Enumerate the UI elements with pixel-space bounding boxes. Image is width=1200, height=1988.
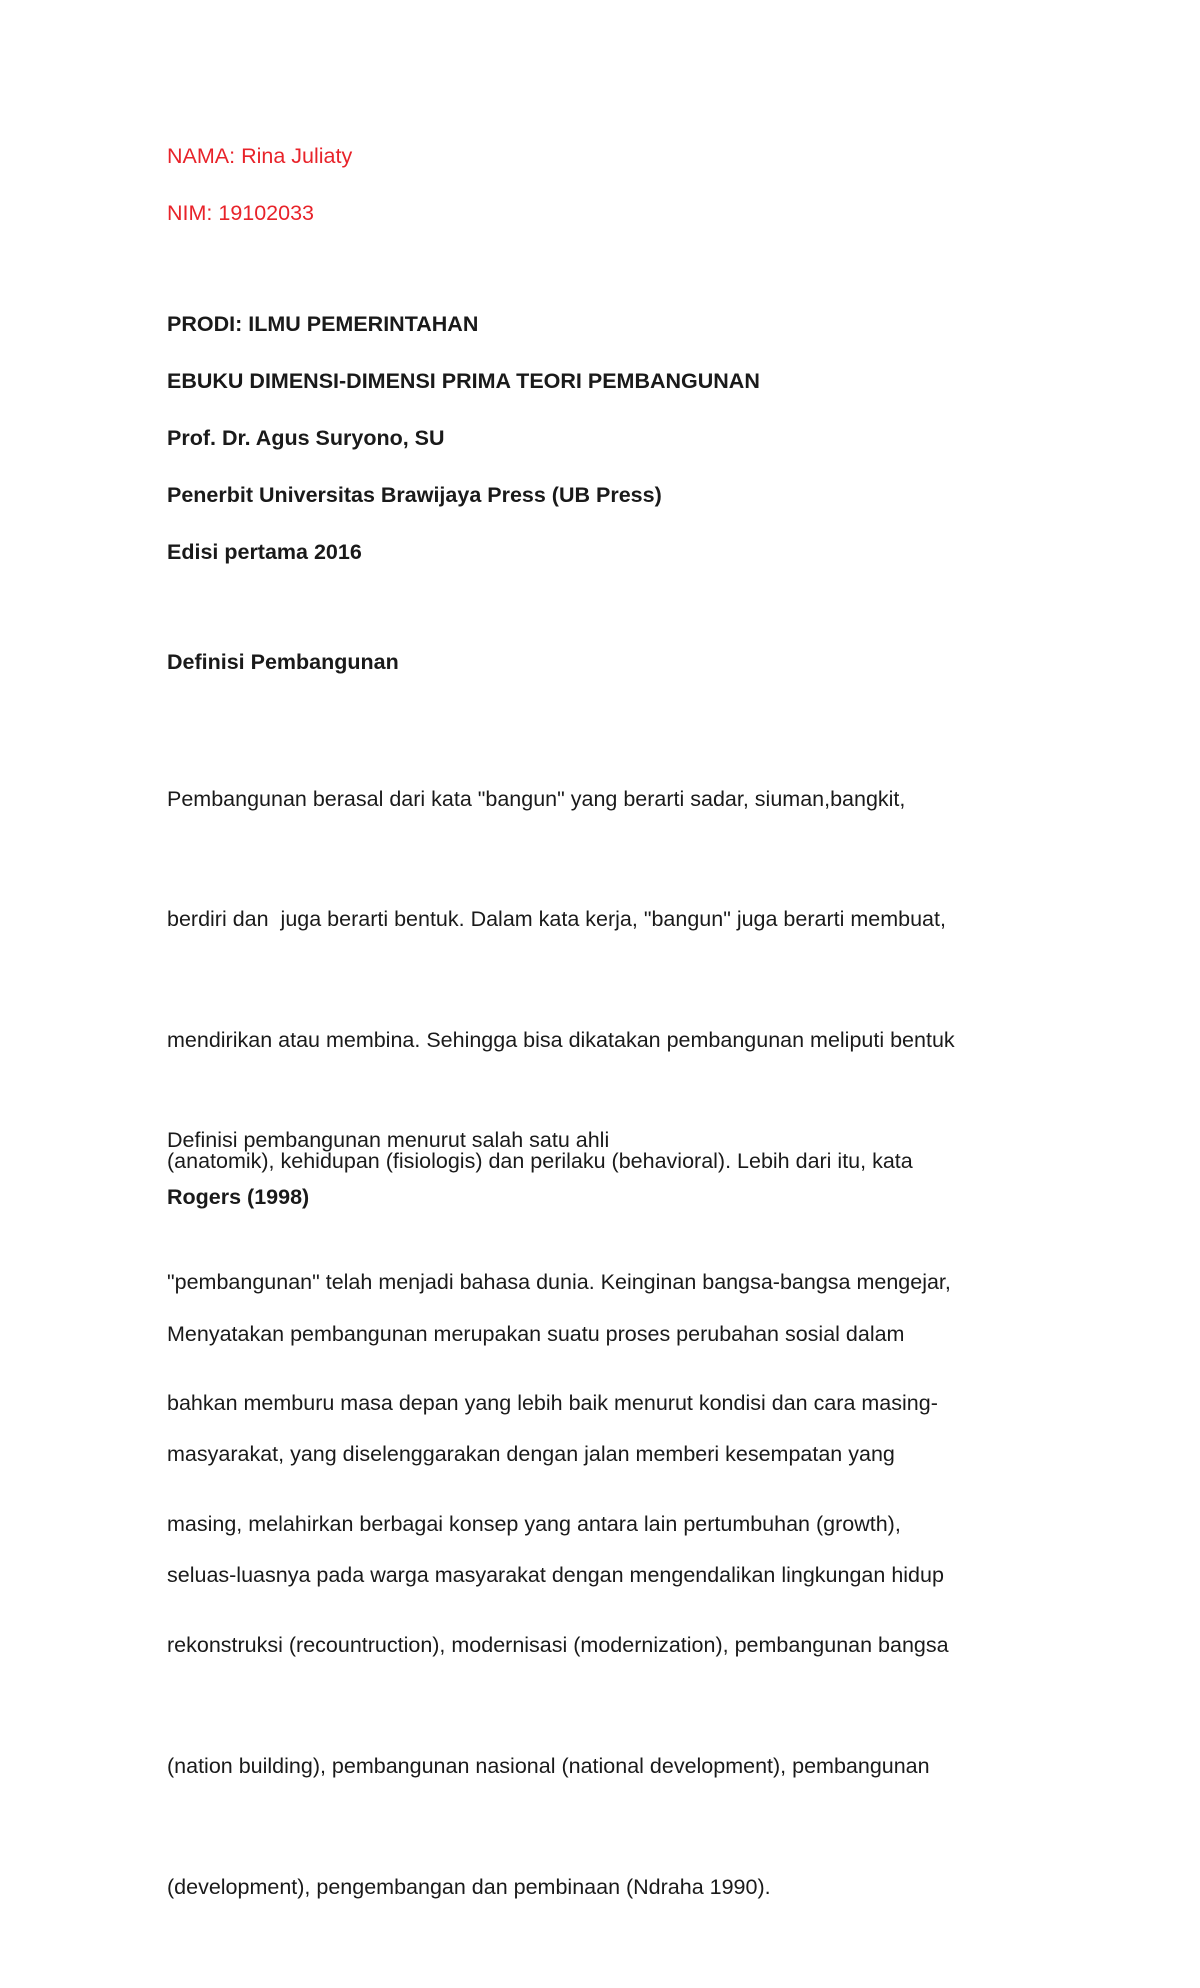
paragraph-line: masyarakat, yang diselenggarakan dengan jalan memberi kesempatan yang [167, 1442, 895, 1467]
expert-paragraph [167, 1233, 944, 1676]
paragraph-line: seluas-luasnya pada warga masyarakat dengan mengendalikan lingkungan hidup [167, 1563, 944, 1588]
book-title: EBUKU DIMENSI-DIMENSI PRIMA TEORI PEMBANGUNAN [167, 369, 760, 393]
student-name: NAMA: Rina Juliaty [167, 144, 353, 168]
paragraph-line: (anatomik), kehidupan (fisiologis) dan perilaku (behavioral). Lebih dari itu, kata [167, 1149, 913, 1174]
paragraph-line: rekonstruksi (recountruction), modernisasi (modernization), pembangunan bangsa [167, 1632, 949, 1657]
student-nim: NIM: 19102033 [167, 201, 315, 225]
expert-name: Rogers (1998) [167, 1185, 310, 1209]
expert-intro: Definisi pembangunan menurut salah satu ahli [167, 1128, 610, 1152]
paragraph-line: "pembangunan" telah menjadi bahasa dunia. Keinginan bangsa-bangsa mengejar, [167, 1270, 951, 1295]
book-publisher: Penerbit Universitas Brawijaya Press (UB Press) [167, 483, 662, 507]
book-edition: Edisi pertama 2016 [167, 540, 362, 564]
paragraph-line: masing, melahirkan berbagai konsep yang antara lain pertumbuhan (growth), [167, 1511, 901, 1536]
paragraph-line: Menyatakan pembangunan merupakan suatu proses perubahan sosial dalam [167, 1321, 905, 1346]
section-heading: Definisi Pembangunan [167, 650, 399, 674]
paragraph-line: (development), pengembangan dan pembinaan (Ndraha 1990). [167, 1874, 771, 1899]
paragraph-line: bahkan memburu masa depan yang lebih baik menurut kondisi dan cara masing- [167, 1391, 938, 1416]
book-author: Prof. Dr. Agus Suryono, SU [167, 426, 445, 450]
study-program: PRODI: ILMU PEMERINTAHAN [167, 312, 479, 336]
paragraph-line: berdiri dan juga berarti bentuk. Dalam kata kerja, "bangun" juga berarti membuat, [167, 907, 946, 932]
paragraph-line: mendirikan atau membina. Sehingga bisa dikatakan pembangunan meliputi bentuk [167, 1028, 955, 1053]
paragraph-line: (nation building), pembangunan nasional (national development), pembangunan [167, 1753, 930, 1778]
paragraph-line: Pembangunan berasal dari kata "bangun" yang berarti sadar, siuman,bangkit, [167, 786, 906, 811]
